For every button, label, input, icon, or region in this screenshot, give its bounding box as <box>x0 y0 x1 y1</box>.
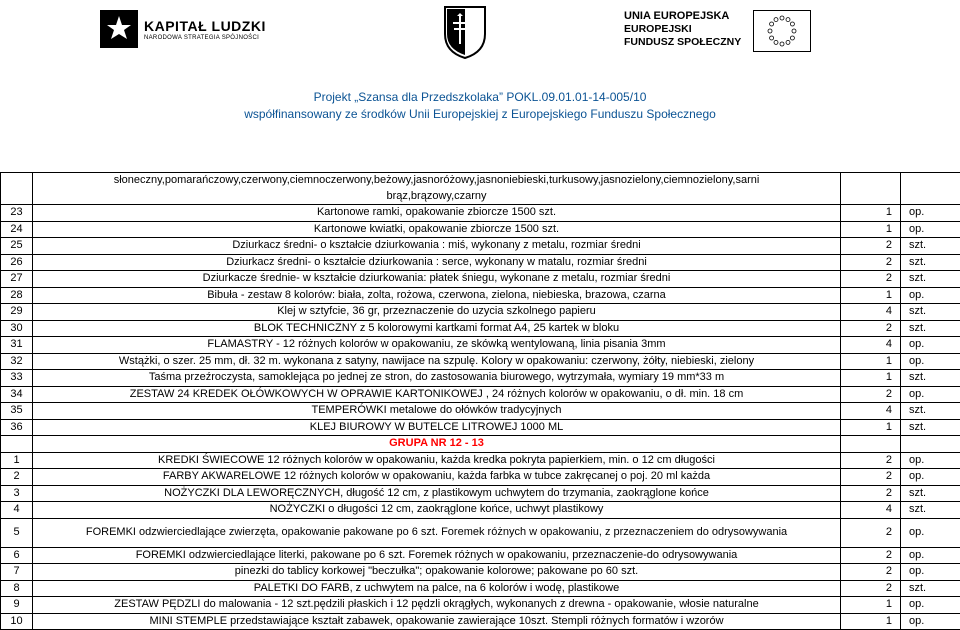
item-unit: szt. <box>901 238 960 255</box>
item-unit: op. <box>901 221 960 238</box>
item-unit: szt. <box>901 320 960 337</box>
item-quantity: 2 <box>841 320 901 337</box>
table-row <box>1 353 960 370</box>
table-row <box>1 403 960 420</box>
table-row <box>1 613 960 630</box>
item-number: 26 <box>1 254 33 271</box>
items-table <box>0 172 960 630</box>
item-number: 32 <box>1 353 33 370</box>
item-unit: op. <box>901 469 960 486</box>
item-description: NOŻYCZKI DLA LEWORĘCZNYCH, długość 12 cm, z plastikowym uchwytem do trzymania, zaokrąglone końce <box>33 485 841 502</box>
table-row <box>1 518 960 547</box>
table-row <box>1 564 960 581</box>
item-description: KREDKI ŚWIECOWE 12 różnych kolorów w opakowaniu, każda kredka pokryta papierkiem, min. o 12 cm długości <box>33 452 841 469</box>
item-unit: op. <box>901 287 960 304</box>
item-unit: szt. <box>901 254 960 271</box>
item-number: 3 <box>1 485 33 502</box>
table-row <box>1 469 960 486</box>
project-title: Projekt „Szansa dla Przedszkolaka” POKL.09.01.01-14-005/10 <box>0 90 960 104</box>
item-quantity: 2 <box>841 386 901 403</box>
item-number: 4 <box>1 502 33 519</box>
item-number: 6 <box>1 547 33 564</box>
item-quantity: 1 <box>841 221 901 238</box>
item-quantity: 4 <box>841 403 901 420</box>
item-description: Dziurkacz średni- o kształcie dziurkowania : serce, wykonany w matalu, rozmiar średni <box>33 254 841 271</box>
kapital-ludzki-emblem-icon <box>100 10 138 48</box>
item-description: ZESTAW 24 KREDEK OŁÓWKOWYCH W OPRAWIE KARTONIKOWEJ , 24 różnych kolorów w opakowaniu, o dł. min. 18 cm <box>33 386 841 403</box>
item-number: 23 <box>1 205 33 222</box>
item-quantity: 4 <box>841 304 901 321</box>
item-description: Wstążki, o szer. 25 mm, dł. 32 m. wykonana z satyny, nawijace na szpulę. Kolory w opakowaniu: czerwony, żółty, niebieski, zielony <box>33 353 841 370</box>
eu-logo <box>624 10 811 52</box>
item-quantity: 2 <box>841 547 901 564</box>
table-row <box>1 386 960 403</box>
table-row-continued <box>1 189 960 205</box>
item-description: ZESTAW PĘDZLI do malowania - 12 szt.pędzili płaskich i 12 pędzli okrągłych, wykonanych z drewna - opakowanie, włosie naturalne <box>33 597 841 614</box>
table-row <box>1 320 960 337</box>
item-number: 25 <box>1 238 33 255</box>
kapital-ludzki-title: KAPITAŁ LUDZKI <box>144 18 266 34</box>
eu-line-2: EUROPEJSKI <box>624 23 741 36</box>
item-number: 2 <box>1 469 33 486</box>
item-unit: op. <box>901 353 960 370</box>
item-quantity: 1 <box>841 287 901 304</box>
item-number: 8 <box>1 580 33 597</box>
item-quantity: 1 <box>841 370 901 387</box>
item-description: FOREMKI odzwierciedlające literki, pakowane po 6 szt. Foremek różnych w opakowaniu, przeznaczenie-do odrysowywania <box>33 547 841 564</box>
item-unit: szt. <box>901 403 960 420</box>
item-description: FOREMKI odzwierciedlające zwierzęta, opakowanie pakowane po 6 szt. Foremek różnych w opakowaniu, z przeznaczeniem do odrysowywania <box>33 518 841 547</box>
item-description: PALETKI DO FARB, z uchwytem na palce, na 6 kolorów i wodę, plastikowe <box>33 580 841 597</box>
item-number: 10 <box>1 613 33 630</box>
item-unit: op. <box>901 613 960 630</box>
item-description: NOŻYCZKI o długości 12 cm, zaokrąglone końce, uchwyt plastikowy <box>33 502 841 519</box>
item-description: Dziurkacz średni- o kształcie dziurkowania : miś, wykonany z metalu, rozmiar średni <box>33 238 841 255</box>
table-row <box>1 419 960 436</box>
table-row <box>1 205 960 222</box>
continued-text-line-1: słoneczny,pomarańczowy,czerwony,ciemnoczerwony,beżowy,jasnoróżowy,jasnoniebieski,turkusowy,jasnozielony,ciemnozielony,sarni <box>33 173 841 189</box>
group-label: GRUPA NR 12 - 13 <box>33 436 841 453</box>
item-quantity: 1 <box>841 205 901 222</box>
item-quantity: 2 <box>841 254 901 271</box>
item-quantity: 1 <box>841 353 901 370</box>
item-description: BLOK TECHNICZNY z 5 kolorowymi kartkami format A4, 25 kartek w bloku <box>33 320 841 337</box>
item-unit: op. <box>901 547 960 564</box>
item-number: 36 <box>1 419 33 436</box>
item-description: FARBY AKWARELOWE 12 różnych kolorów w opakowaniu, każda farbka w tubce zakręcanej o poj. 20 ml każda <box>33 469 841 486</box>
item-unit: szt. <box>901 304 960 321</box>
table-row <box>1 271 960 288</box>
table-row <box>1 304 960 321</box>
item-unit: szt. <box>901 485 960 502</box>
item-number: 29 <box>1 304 33 321</box>
item-quantity: 2 <box>841 580 901 597</box>
table-row-continued <box>1 173 960 189</box>
project-cofinancing: współfinansowany ze środków Unii Europejskiej z Europejskiego Funduszu Społecznego <box>0 107 960 121</box>
item-quantity: 2 <box>841 469 901 486</box>
item-description: Bibuła - zestaw 8 kolorów: biała, zolta, rożowa, czerwona, zielona, niebieska, brazowa, czarna <box>33 287 841 304</box>
item-unit: szt. <box>901 370 960 387</box>
item-description: FLAMASTRY - 12 różnych kolorów w opakowaniu, ze skówką wentylowaną, linia pisania 3mm <box>33 337 841 354</box>
continued-text-line-2: brąz,brązowy,czarny <box>33 189 841 205</box>
item-unit: szt. <box>901 580 960 597</box>
item-quantity: 2 <box>841 518 901 547</box>
table-row <box>1 287 960 304</box>
item-description: KLEJ BIUROWY W BUTELCE LITROWEJ 1000 ML <box>33 419 841 436</box>
item-description: MINI STEMPLE przedstawiające kształt zabawek, opakowanie zawierające 10szt. Stempli różnych formatów i wzorów <box>33 613 841 630</box>
item-unit: op. <box>901 386 960 403</box>
item-description: Taśma przeźroczysta, samoklejąca po jednej ze stron, do zastosowania biurowego, wytrzymała, wymiary 19 mm*33 m <box>33 370 841 387</box>
item-number: 30 <box>1 320 33 337</box>
item-description: TEMPERÓWKI metalowe do ołówków tradycyjnych <box>33 403 841 420</box>
item-description: Dziurkacze średnie- w kształcie dziurkowania: płatek śniegu, wykonane z metalu, rozmiar średni <box>33 271 841 288</box>
item-unit: op. <box>901 205 960 222</box>
table-row <box>1 597 960 614</box>
item-quantity: 4 <box>841 502 901 519</box>
item-number: 33 <box>1 370 33 387</box>
item-number: 7 <box>1 564 33 581</box>
item-unit: szt. <box>901 271 960 288</box>
item-quantity: 1 <box>841 597 901 614</box>
item-quantity: 2 <box>841 564 901 581</box>
table-row <box>1 502 960 519</box>
eu-line-3: FUNDUSZ SPOŁECZNY <box>624 36 741 49</box>
table-row <box>1 452 960 469</box>
item-unit: szt. <box>901 419 960 436</box>
table-row <box>1 370 960 387</box>
item-description: pinezki do tablicy korkowej "beczułka"; opakowanie kolorowe; pakowane po 60 szt. <box>33 564 841 581</box>
item-unit: op. <box>901 518 960 547</box>
item-number: 9 <box>1 597 33 614</box>
group-header-row <box>1 436 960 453</box>
item-description: Kartonowe kwiatki, opakowanie zbiorcze 1500 szt. <box>33 221 841 238</box>
table-row <box>1 580 960 597</box>
item-number: 34 <box>1 386 33 403</box>
item-quantity: 1 <box>841 419 901 436</box>
eu-flag-icon <box>753 10 811 52</box>
item-quantity: 1 <box>841 613 901 630</box>
item-description: Klej w sztyfcie, 36 gr, przeznaczenie do uzycia szkolnego papieru <box>33 304 841 321</box>
item-number: 1 <box>1 452 33 469</box>
item-number: 28 <box>1 287 33 304</box>
item-number: 5 <box>1 518 33 547</box>
item-quantity: 4 <box>841 337 901 354</box>
item-quantity: 2 <box>841 271 901 288</box>
kapital-ludzki-subtitle: NARODOWA STRATEGIA SPÓJNOŚCI <box>144 35 266 41</box>
item-number: 31 <box>1 337 33 354</box>
table-row <box>1 221 960 238</box>
item-unit: op. <box>901 564 960 581</box>
item-number: 27 <box>1 271 33 288</box>
table-row <box>1 547 960 564</box>
item-unit: op. <box>901 337 960 354</box>
item-unit: op. <box>901 452 960 469</box>
table-row <box>1 254 960 271</box>
table-row <box>1 485 960 502</box>
eu-line-1: UNIA EUROPEJSKA <box>624 10 741 23</box>
item-number: 35 <box>1 403 33 420</box>
item-quantity: 2 <box>841 238 901 255</box>
table-row <box>1 337 960 354</box>
item-unit: op. <box>901 597 960 614</box>
item-number: 24 <box>1 221 33 238</box>
kapital-ludzki-logo <box>100 10 266 48</box>
item-quantity: 2 <box>841 452 901 469</box>
item-unit: szt. <box>901 502 960 519</box>
table-row <box>1 238 960 255</box>
item-description: Kartonowe ramki, opakowanie zbiorcze 1500 szt. <box>33 205 841 222</box>
page-header <box>0 0 960 165</box>
coat-of-arms-icon <box>442 4 488 60</box>
item-quantity: 2 <box>841 485 901 502</box>
